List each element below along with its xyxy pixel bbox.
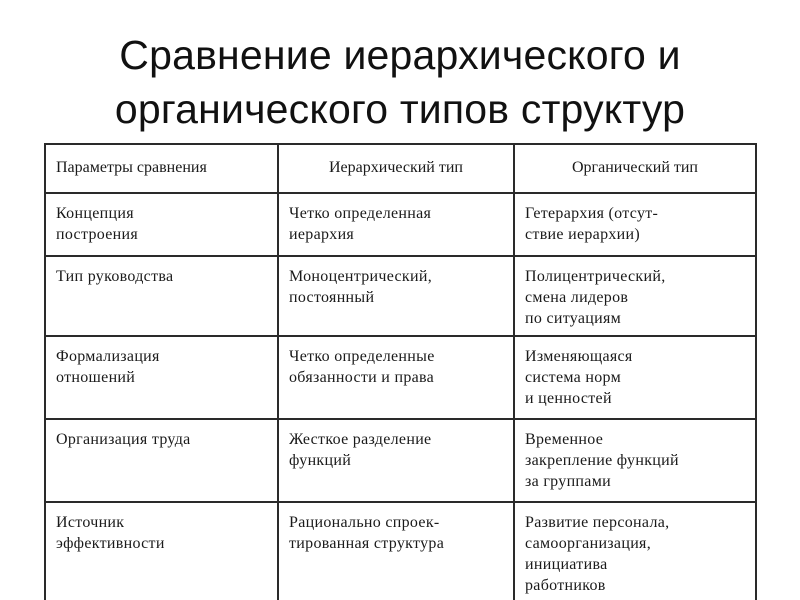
cell-text: функций [289,452,352,469]
cell-text: Временное [525,431,604,448]
table-row [45,502,756,600]
hierarchical-cell [278,419,514,502]
param-cell [45,256,278,336]
cell-text: ствие иерархии) [525,226,641,243]
cell-text: Моноцентрический, [289,268,433,285]
organic-cell [514,502,756,600]
cell-text: обязанности и права [289,369,435,386]
cell-text: Полицентрический, [525,268,666,285]
cell-text: Источник [56,514,125,531]
title-line: органического типов структур [114,86,686,132]
cell-text: постоянный [289,289,375,306]
cell-text: самоорганизация, [525,535,652,552]
cell-text: Концепция [56,205,134,222]
cell-text: Жесткое разделение [289,431,432,448]
cell-text: отношений [56,369,136,386]
cell-text: работников [525,577,606,594]
slide-title [0,28,800,136]
cell-text: Рационально спроек- [289,514,440,531]
organic-cell [514,336,756,419]
cell-text: Четко определенная [289,205,432,222]
hierarchical-cell [278,336,514,419]
cell-text: и ценностей [525,390,612,407]
title-line: Сравнение иерархического и [119,32,681,78]
organic-cell [514,193,756,256]
param-cell [45,419,278,502]
hierarchical-cell [278,502,514,600]
cell-text: по ситуациям [525,310,622,327]
organic-cell [514,419,756,502]
hierarchical-cell [278,256,514,336]
organic-cell [514,256,756,336]
cell-text: Формализация [56,348,160,365]
cell-text: Организация труда [56,431,191,448]
cell-text: Гетерархия (отсут- [525,205,659,222]
table-row [45,336,756,419]
table-row [45,193,756,256]
table-header-row [45,144,756,193]
table-row [45,256,756,336]
cell-text: Тип руководства [56,268,174,285]
cell-text: тированная структура [289,535,445,552]
cell-text: инициатива [525,556,608,573]
cell-text: Изменяющаяся [525,348,633,365]
cell-text: смена лидеров [525,289,629,306]
cell-text: закрепление функций [525,452,679,469]
cell-text: за группами [525,473,611,490]
cell-text: иерархия [289,226,355,243]
cell-text: Четко определенные [289,348,435,365]
header-parameters: Параметры сравнения [45,144,278,193]
cell-text: построения [56,226,139,243]
hierarchical-cell [278,193,514,256]
param-cell [45,193,278,256]
comparison-table [44,143,757,600]
table-row [45,419,756,502]
header-organic: Органический тип [514,144,756,193]
cell-text: эффективности [56,535,165,552]
cell-text: система норм [525,369,622,386]
param-cell [45,502,278,600]
header-hierarchical: Иерархический тип [278,144,514,193]
param-cell [45,336,278,419]
cell-text: Развитие персонала, [525,514,670,531]
